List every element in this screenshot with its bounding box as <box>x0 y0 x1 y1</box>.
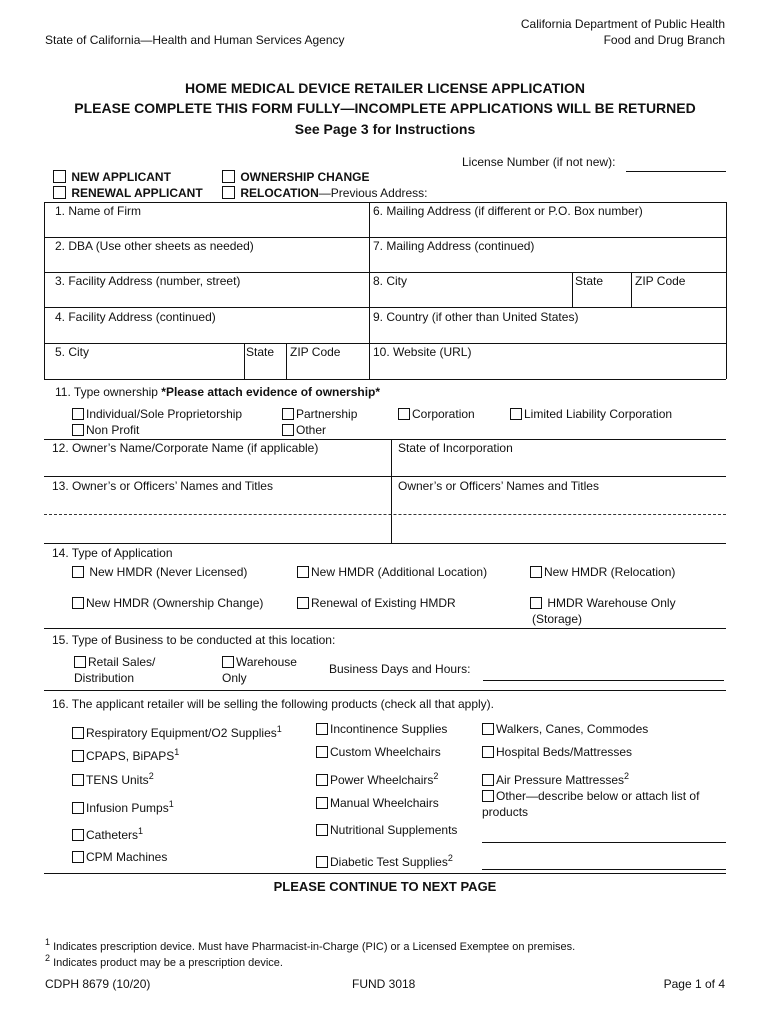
app-new-ownership-option[interactable]: New HMDR (Ownership Change) <box>72 596 263 610</box>
product-respiratory-option[interactable]: Respiratory Equipment/O2 Supplies$^1$ <box>72 724 282 740</box>
product-custom-wheelchairs-option[interactable]: Custom Wheelchairs <box>316 745 441 759</box>
mailing-state-label: State <box>575 274 604 288</box>
product-tens-option[interactable]: TENS Units$^2$ <box>72 771 154 787</box>
checkbox-icon[interactable] <box>72 829 84 841</box>
checkbox-icon[interactable] <box>316 797 328 809</box>
business-warehouse-option[interactable]: Warehouse <box>222 655 297 669</box>
mailing-address-continued-label: 7. Mailing Address (continued) <box>373 239 535 253</box>
renewal-applicant-option[interactable]: RENEWAL APPLICANT <box>53 186 203 200</box>
dba-label: 2. DBA (Use other sheets as needed) <box>55 239 254 253</box>
relocation-option[interactable]: RELOCATION—Previous Address: <box>222 186 428 200</box>
product-incontinence-option[interactable]: Incontinence Supplies <box>316 722 447 736</box>
license-number-label: License Number (if not new): <box>462 155 616 169</box>
app-warehouse-option[interactable]: HMDR Warehouse Only <box>530 596 676 610</box>
facility-address-continued-label: 4. Facility Address (continued) <box>55 310 216 324</box>
facility-zip-label: ZIP Code <box>290 345 341 359</box>
app-new-never-option[interactable]: New HMDR (Never Licensed) <box>72 565 247 579</box>
other-products-field-1[interactable] <box>482 842 726 843</box>
checkbox-icon[interactable] <box>297 597 309 609</box>
checkbox-icon[interactable] <box>72 597 84 609</box>
product-cpm-option[interactable]: CPM Machines <box>72 850 167 864</box>
mailing-address-label: 6. Mailing Address (if different or P.O. Box number) <box>373 204 643 218</box>
officers-names-label-left: 13. Owner’s or Officers’ Names and Titles <box>52 479 273 493</box>
form-warning: PLEASE COMPLETE THIS FORM FULLY—INCOMPLETE APPLICATIONS WILL BE RETURNED <box>74 100 696 116</box>
checkbox-icon[interactable] <box>282 424 294 436</box>
product-nutritional-option[interactable]: Nutritional Supplements <box>316 823 457 837</box>
mailing-zip-label: ZIP Code <box>635 274 686 288</box>
officers-names-label-right: Owner’s or Officers’ Names and Titles <box>398 479 599 493</box>
checkbox-icon[interactable] <box>222 656 234 668</box>
checkbox-icon[interactable] <box>72 802 84 814</box>
owner-name-label: 12. Owner’s Name/Corporate Name (if applicable) <box>52 441 319 455</box>
state-of-incorporation-label: State of Incorporation <box>398 441 513 455</box>
website-label: 10. Website (URL) <box>373 345 472 359</box>
checkbox-icon[interactable] <box>72 424 84 436</box>
checkbox-icon[interactable] <box>222 170 235 183</box>
product-cpaps-option[interactable]: CPAPS, BiPAPS$^1$ <box>72 747 179 763</box>
form-title: HOME MEDICAL DEVICE RETAILER LICENSE APPLICATION <box>184 80 586 96</box>
app-new-additional-option[interactable]: New HMDR (Additional Location) <box>297 565 487 579</box>
new-applicant-option[interactable]: NEW APPLICANT <box>53 170 171 184</box>
checkbox-icon[interactable] <box>316 856 328 868</box>
product-other-text: products <box>482 805 529 819</box>
business-retail-option[interactable]: Retail Sales/ <box>74 655 155 669</box>
business-days-label: Business Days and Hours: <box>329 662 471 676</box>
facility-city-label: 5. City <box>55 345 90 359</box>
product-walkers-option[interactable]: Walkers, Canes, Commodes <box>482 722 648 736</box>
checkbox-icon[interactable] <box>510 408 522 420</box>
product-hospital-beds-option[interactable]: Hospital Beds/Mattresses <box>482 745 632 759</box>
checkbox-icon[interactable] <box>74 656 86 668</box>
checkbox-icon[interactable] <box>72 727 84 739</box>
agency-header: State of California—Health and Human Services Agency <box>45 33 345 47</box>
app-new-relocation-option[interactable]: New HMDR (Relocation) <box>530 565 675 579</box>
country-label: 9. Country (if other than United States) <box>373 310 579 324</box>
checkbox-icon[interactable] <box>316 723 328 735</box>
page-number: Page 1 of 4 <box>663 977 725 991</box>
checkbox-icon[interactable] <box>530 566 542 578</box>
business-type-label: 15. Type of Business to be conducted at this location: <box>52 633 336 647</box>
product-diabetic-option[interactable]: Diabetic Test Supplies$^2$ <box>316 853 453 869</box>
business-warehouse-text: Only <box>222 671 247 685</box>
product-manual-wheelchairs-option[interactable]: Manual Wheelchairs <box>316 796 439 810</box>
checkbox-icon[interactable] <box>72 750 84 762</box>
checkbox-icon[interactable] <box>72 566 84 578</box>
checkbox-icon[interactable] <box>482 774 494 786</box>
checkbox-icon[interactable] <box>72 408 84 420</box>
ownership-partnership-option[interactable]: Partnership <box>282 407 357 421</box>
checkbox-icon[interactable] <box>316 774 328 786</box>
checkbox-icon[interactable] <box>316 824 328 836</box>
checkbox-icon[interactable] <box>482 746 494 758</box>
license-number-field[interactable] <box>626 171 726 172</box>
checkbox-icon[interactable] <box>482 790 494 802</box>
ownership-change-option[interactable]: OWNERSHIP CHANGE <box>222 170 369 184</box>
checkbox-icon[interactable] <box>53 170 66 183</box>
checkbox-icon[interactable] <box>282 408 294 420</box>
checkbox-icon[interactable] <box>297 566 309 578</box>
app-renewal-option[interactable]: Renewal of Existing HMDR <box>297 596 456 610</box>
other-products-field-2[interactable] <box>482 869 726 870</box>
name-of-firm-label: 1. Name of Firm <box>55 204 142 218</box>
product-power-wheelchairs-option[interactable]: Power Wheelchairs$^2$ <box>316 771 438 787</box>
branch-name: Food and Drug Branch <box>603 33 725 47</box>
checkbox-icon[interactable] <box>222 186 235 199</box>
checkbox-icon[interactable] <box>72 774 84 786</box>
checkbox-icon[interactable] <box>530 597 542 609</box>
form-id: CDPH 8679 (10/20) <box>45 977 151 991</box>
application-type-label: 14. Type of Application <box>52 546 173 560</box>
continue-notice: PLEASE CONTINUE TO NEXT PAGE <box>273 879 497 894</box>
ownership-individual-option[interactable]: Individual/Sole Proprietorship <box>72 407 242 421</box>
checkbox-icon[interactable] <box>482 723 494 735</box>
checkbox-icon[interactable] <box>72 851 84 863</box>
footnote-2: $^2$ Indicates product may be a prescription device. <box>45 953 283 969</box>
instructions-note: See Page 3 for Instructions <box>294 121 476 137</box>
business-retail-text: Distribution <box>74 671 135 685</box>
facility-address-label: 3. Facility Address (number, street) <box>55 274 241 288</box>
fund-number: FUND 3018 <box>352 977 416 991</box>
products-label: 16. The applicant retailer will be selling the following products (check all that apply). <box>52 697 495 711</box>
product-catheters-option[interactable]: Catheters$^1$ <box>72 826 143 842</box>
checkbox-icon[interactable] <box>53 186 66 199</box>
department-name: California Department of Public Health <box>520 17 725 31</box>
app-warehouse-storage-text: (Storage) <box>532 612 583 626</box>
facility-state-label: State <box>246 345 275 359</box>
product-infusion-option[interactable]: Infusion Pumps$^1$ <box>72 799 174 815</box>
checkbox-icon[interactable] <box>316 746 328 758</box>
ownership-llc-option[interactable]: Limited Liability Corporation <box>510 407 672 421</box>
checkbox-icon[interactable] <box>398 408 410 420</box>
product-air-pressure-option[interactable]: Air Pressure Mattresses$^2$ <box>482 771 629 787</box>
mailing-city-label: 8. City <box>373 274 408 288</box>
ownership-nonprofit-option[interactable]: Non Profit <box>72 423 139 437</box>
ownership-other-option[interactable]: Other <box>282 423 326 437</box>
ownership-corporation-option[interactable]: Corporation <box>398 407 475 421</box>
business-days-field[interactable] <box>483 680 724 681</box>
product-other-option[interactable]: Other—describe below or attach list of <box>482 789 699 803</box>
footnote-1: $^1$ Indicates prescription device. Must have Pharmacist-in-Charge (PIC) or a Licensed Exemptee on premises. <box>45 937 576 953</box>
ownership-type-label: 11. Type ownership *Please attach evidence of ownership* <box>55 385 381 399</box>
